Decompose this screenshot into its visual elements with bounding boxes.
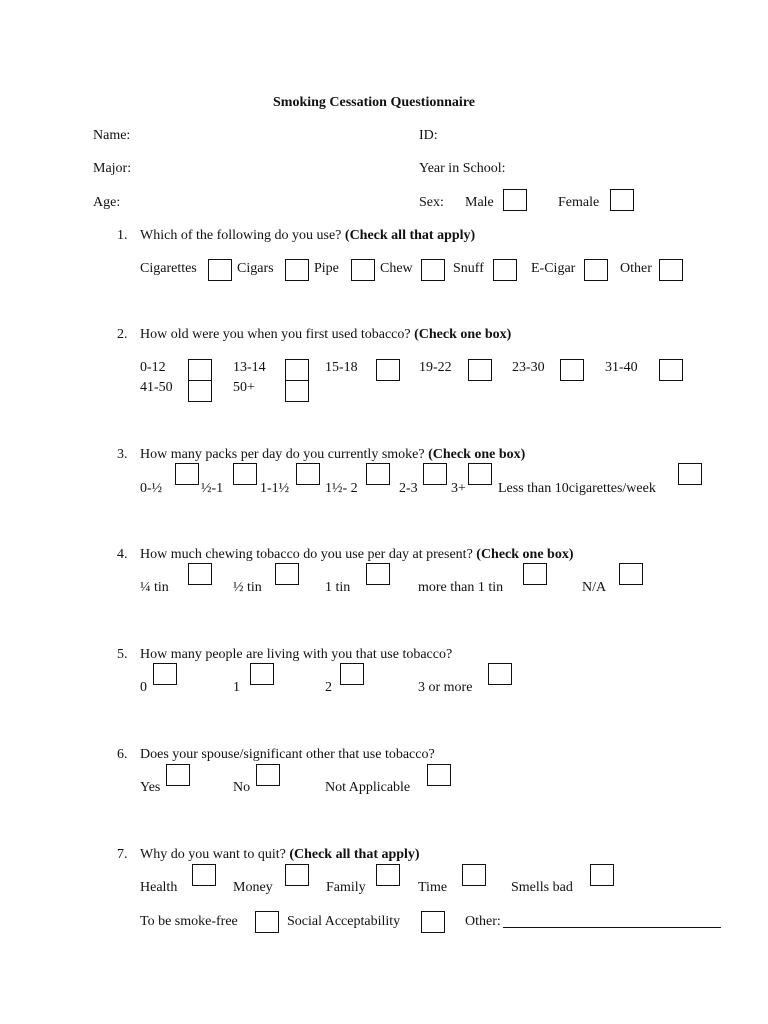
q7-time-checkbox[interactable] [462, 864, 486, 886]
q7-option-label: Time [418, 880, 448, 895]
q3-option-label: 2-3 [399, 481, 418, 496]
sex-label: Sex: [419, 195, 444, 210]
q1-text: Which of the following do you use? [140, 228, 342, 243]
q1-chew-checkbox[interactable] [421, 259, 445, 281]
q1-snuff-checkbox[interactable] [493, 259, 517, 281]
q6-number: 6. [117, 747, 128, 762]
q5-number: 5. [117, 647, 128, 662]
age-label: Age: [93, 195, 121, 210]
q5-option-label: 0 [140, 680, 147, 695]
q3-instruction: (Check one box) [428, 447, 526, 462]
q2-option-label: 0-12 [140, 360, 166, 375]
q1-option-label: Other [620, 261, 652, 276]
q3-option-label: 1-1½ [260, 481, 290, 496]
q6-yes-checkbox[interactable] [166, 764, 190, 786]
q7-option-label: Other: [465, 914, 501, 929]
q5-1-checkbox[interactable] [250, 663, 274, 685]
q7-social-acceptability-checkbox[interactable] [421, 911, 445, 933]
q7-option-label: Family [326, 880, 366, 895]
q4-instruction: (Check one box) [476, 547, 574, 562]
q3-2-3-checkbox[interactable] [423, 463, 447, 485]
q2-41-50-checkbox[interactable] [188, 380, 212, 402]
q5-option-label: 2 [325, 680, 332, 695]
q1-instruction: (Check all that apply) [344, 228, 476, 243]
q4-number: 4. [117, 547, 128, 562]
female-label: Female [558, 195, 600, 210]
q5-0-checkbox[interactable] [153, 663, 177, 685]
q3-option-label: 3+ [451, 481, 466, 496]
q4-half-tin-checkbox[interactable] [275, 563, 299, 585]
q3-3-plus-checkbox[interactable] [468, 463, 492, 485]
q7-other-input-line[interactable] [503, 927, 721, 928]
q7-health-checkbox[interactable] [192, 864, 216, 886]
q2-50-plus-checkbox[interactable] [285, 380, 309, 402]
major-label: Major: [93, 161, 132, 176]
q6-text: Does your spouse/significant other that use tobacco? [140, 747, 435, 762]
q2-31-40-checkbox[interactable] [659, 359, 683, 381]
q5-2-checkbox[interactable] [340, 663, 364, 685]
q7-option-label: To be smoke-free [140, 914, 238, 929]
q7-instruction: (Check all that apply) [289, 847, 420, 862]
q3-option-label: 0-½ [140, 481, 163, 496]
female-checkbox[interactable] [610, 189, 634, 211]
q3-1half-2-checkbox[interactable] [366, 463, 390, 485]
q1-other-checkbox[interactable] [659, 259, 683, 281]
q7-option-label: Smells bad [511, 880, 573, 895]
q2-19-22-checkbox[interactable] [468, 359, 492, 381]
q4-option-label: more than 1 tin [418, 580, 504, 595]
q3-half-1-checkbox[interactable] [233, 463, 257, 485]
name-label: Name: [93, 128, 131, 143]
q4-text: How much chewing tobacco do you use per day at present? [140, 547, 473, 562]
q1-question [140, 228, 475, 244]
q6-not-applicable-checkbox[interactable] [427, 764, 451, 786]
q7-text: Why do you want to quit? [140, 847, 286, 862]
q3-text: How many packs per day do you currently smoke? [140, 447, 425, 462]
q2-option-label: 41-50 [140, 380, 173, 395]
q1-option-label: Chew [380, 261, 413, 276]
q4-more-than-1-tin-checkbox[interactable] [523, 563, 547, 585]
q1-option-label: Cigarettes [140, 261, 197, 276]
q5-option-label: 3 or more [418, 680, 473, 695]
q2-13-14-checkbox[interactable] [285, 359, 309, 381]
q4-question [140, 547, 574, 563]
q6-option-label: Not Applicable [325, 780, 411, 795]
q2-option-label: 50+ [233, 380, 255, 395]
q3-0-half-checkbox[interactable] [175, 463, 199, 485]
page-title: Smoking Cessation Questionnaire [273, 95, 475, 110]
q2-option-label: 31-40 [605, 360, 638, 375]
q4-1-tin-checkbox[interactable] [366, 563, 390, 585]
q4-option-label: ½ tin [233, 580, 262, 595]
male-checkbox[interactable] [503, 189, 527, 211]
q6-no-checkbox[interactable] [256, 764, 280, 786]
q2-instruction: (Check one box) [414, 327, 512, 342]
q1-pipe-checkbox[interactable] [351, 259, 375, 281]
q1-option-label: Snuff [453, 261, 484, 276]
year-in-school-label: Year in School: [419, 161, 506, 176]
q2-question [140, 327, 511, 343]
q3-less-than-10-checkbox[interactable] [678, 463, 702, 485]
q2-15-18-checkbox[interactable] [376, 359, 400, 381]
q7-smells-bad-checkbox[interactable] [590, 864, 614, 886]
q3-option-label: 1½- 2 [325, 481, 358, 496]
q1-option-label: Pipe [314, 261, 339, 276]
q2-0-12-checkbox[interactable] [188, 359, 212, 381]
q4-option-label: 1 tin [325, 580, 351, 595]
q3-1-1half-checkbox[interactable] [296, 463, 320, 485]
q1-ecigar-checkbox[interactable] [584, 259, 608, 281]
q2-option-label: 23-30 [512, 360, 545, 375]
q5-text: How many people are living with you that use tobacco? [140, 647, 453, 662]
q3-number: 3. [117, 447, 128, 462]
q2-option-label: 19-22 [419, 360, 452, 375]
q1-cigars-checkbox[interactable] [285, 259, 309, 281]
q1-option-label: E-Cigar [531, 261, 576, 276]
q2-option-label: 13-14 [233, 360, 266, 375]
q2-number: 2. [117, 327, 128, 342]
q7-money-checkbox[interactable] [285, 864, 309, 886]
q1-number: 1. [117, 228, 128, 243]
q4-option-label: N/A [582, 580, 607, 595]
q3-question [140, 447, 525, 463]
male-label: Male [465, 195, 494, 210]
q1-cigarettes-checkbox[interactable] [208, 259, 232, 281]
q7-option-label: Money [233, 880, 273, 895]
q3-option-label: ½-1 [201, 481, 224, 496]
q4-na-checkbox[interactable] [619, 563, 643, 585]
q4-option-label: ¼ tin [140, 580, 169, 595]
q2-text: How old were you when you first used tobacco? [140, 327, 411, 342]
q1-option-label: Cigars [237, 261, 274, 276]
q3-option-label: Less than 10cigarettes/week [498, 481, 656, 496]
q6-option-label: Yes [140, 780, 161, 795]
q5-option-label: 1 [233, 680, 240, 695]
q4-quarter-tin-checkbox[interactable] [188, 563, 212, 585]
q7-number: 7. [117, 847, 128, 862]
q7-family-checkbox[interactable] [376, 864, 400, 886]
q2-23-30-checkbox[interactable] [560, 359, 584, 381]
q5-3-or-more-checkbox[interactable] [488, 663, 512, 685]
q7-option-label: Health [140, 880, 178, 895]
q7-option-label: Social Acceptability [287, 914, 401, 929]
q6-option-label: No [233, 780, 251, 795]
q7-smoke-free-checkbox[interactable] [255, 911, 279, 933]
q7-question [140, 847, 420, 863]
q2-option-label: 15-18 [325, 360, 358, 375]
id-label: ID: [419, 128, 438, 143]
